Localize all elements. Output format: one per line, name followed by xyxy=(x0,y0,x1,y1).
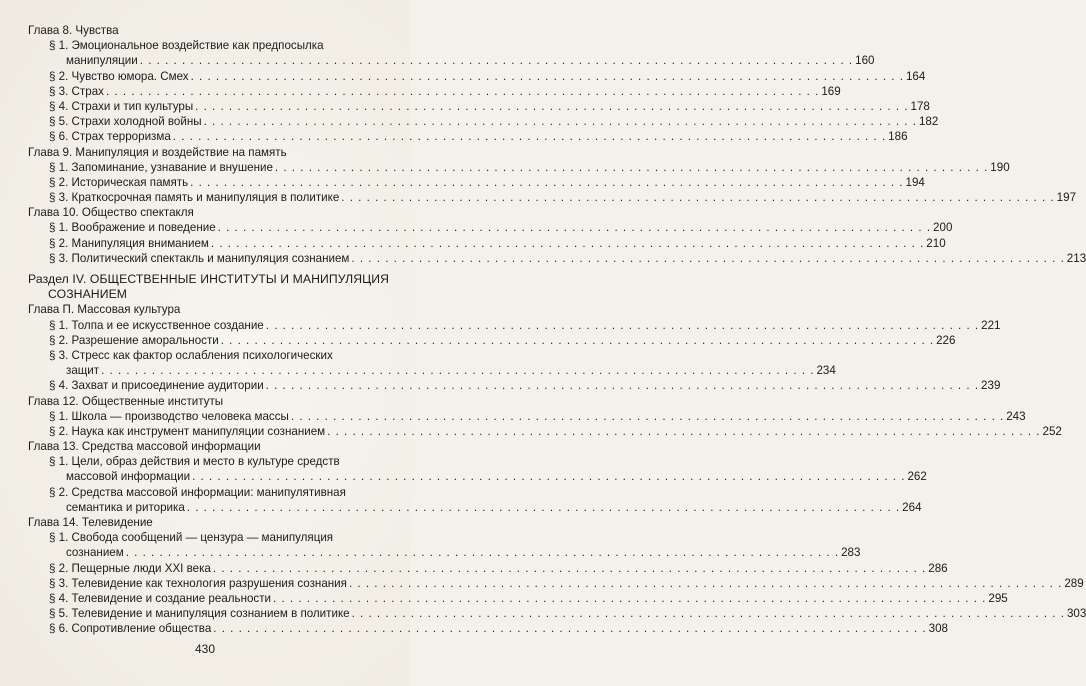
toc-entry-page: 243 xyxy=(1006,409,1026,423)
dot-leader xyxy=(351,251,1064,266)
toc-entry-title: § 1. Толпа и ее искусственное создание xyxy=(49,318,264,332)
dot-leader xyxy=(327,424,1040,439)
toc-entry-page: 221 xyxy=(981,318,1001,332)
toc-entry-page: 186 xyxy=(888,130,908,144)
toc-entry xyxy=(28,561,948,576)
dot-leader xyxy=(341,190,1054,205)
toc-entry xyxy=(28,53,875,68)
dot-leader xyxy=(192,469,905,484)
toc-entry xyxy=(28,114,939,129)
dot-leader xyxy=(191,69,904,84)
chapter-heading: Глава 12. Общественные институты xyxy=(28,394,224,408)
toc-entry xyxy=(28,500,922,515)
toc-entry-title: семантика и риторика xyxy=(66,500,185,514)
toc-entry-title: § 2. Средства массовой информации: манипулятивная xyxy=(49,485,346,499)
toc-entry xyxy=(28,333,956,348)
toc-entry-page: 169 xyxy=(821,84,841,98)
chapter-heading: Глава 9. Манипуляция и воздействие на память xyxy=(28,145,287,159)
toc-entry-title: § 6. Сопротивление общества xyxy=(49,622,212,636)
chapter-heading: Глава 10. Общество спектакля xyxy=(28,206,194,220)
toc-entry xyxy=(28,576,1084,591)
toc-entry xyxy=(28,220,953,235)
toc-entry xyxy=(28,129,908,144)
toc-entry-page: 239 xyxy=(981,379,1001,393)
toc-entry xyxy=(28,190,1077,205)
toc-entry-page: 226 xyxy=(936,333,956,347)
toc-entry-title: § 3. Телевидение как технология разрушения сознания xyxy=(49,576,347,590)
toc-entry-title: § 3. Стресс как фактор ослабления психологических xyxy=(49,348,333,362)
toc-entry-title: § 2. Пещерные люди XXI века xyxy=(49,561,211,575)
toc-entry-page: 182 xyxy=(918,115,939,129)
toc-entry xyxy=(28,318,1001,333)
toc-entry-title: § 3. Краткосрочная память и манипуляция в политике xyxy=(49,191,340,205)
toc-entry-title: § 3. Политический спектакль и манипуляция сознанием xyxy=(49,251,350,265)
toc-entry xyxy=(28,469,927,484)
toc-entry-title: § 3. Страх xyxy=(49,84,104,98)
toc-entry-page: 295 xyxy=(988,591,1008,605)
toc-entry-page: 160 xyxy=(855,54,875,68)
toc-entry xyxy=(28,348,386,363)
toc-entry-page: 286 xyxy=(928,561,948,575)
toc-entry-title: § 1. Свобода сообщений — цензура — манипуляция xyxy=(49,531,334,545)
toc-entry-title: § 1. Школа — производство человека массы xyxy=(49,409,289,423)
toc-entry-title: § 2. Наука как инструмент манипуляции сознанием xyxy=(49,424,326,438)
toc-entry-title: § 1. Эмоциональное воздействие как предпосылка xyxy=(49,39,324,53)
toc-entry-title: § 4. Захват и присоединение аудитории xyxy=(49,379,264,393)
dot-leader xyxy=(266,318,979,333)
toc-entry-page: 190 xyxy=(990,160,1010,174)
toc-entry xyxy=(28,424,1062,439)
dot-leader xyxy=(352,606,1065,621)
toc-entry-page: 252 xyxy=(1042,424,1062,438)
toc-entry-title: § 1. Цели, образ действия и место в культуре средств xyxy=(49,455,340,469)
dot-leader xyxy=(211,236,924,251)
toc-entry-page: 200 xyxy=(933,221,953,235)
toc-entry-page: 194 xyxy=(905,175,925,189)
toc-entry-title: § 4. Страхи и тип культуры xyxy=(49,99,194,113)
toc-entry xyxy=(28,363,836,378)
dot-leader xyxy=(291,409,1004,424)
toc-entry-title: § 1. Воображение и поведение xyxy=(49,221,216,235)
dot-leader xyxy=(195,99,908,114)
dot-leader xyxy=(126,545,839,560)
part-heading: СОЗНАНИЕМ xyxy=(48,287,128,302)
toc-entry xyxy=(28,606,1086,621)
toc-entry xyxy=(28,530,386,545)
dot-leader xyxy=(173,129,886,144)
page-number: 430 xyxy=(194,642,216,656)
toc-entry xyxy=(28,99,930,114)
dot-leader xyxy=(106,84,819,99)
toc-entry-page: 197 xyxy=(1056,191,1077,205)
toc-entry-title: § 2. Разрешение аморальности xyxy=(49,333,219,347)
toc-entry-title: § 4. Телевидение и создание реальности xyxy=(49,591,272,605)
chapter-heading: Глава 8. Чувства xyxy=(28,24,119,37)
toc-entry xyxy=(28,251,1086,266)
toc-entry xyxy=(28,175,925,190)
toc-entry xyxy=(28,545,861,560)
toc-entry xyxy=(28,485,386,500)
toc-entry xyxy=(28,591,1008,606)
toc-entry-page: 264 xyxy=(902,500,922,514)
dot-leader xyxy=(213,561,926,576)
toc-entry-page: 213 xyxy=(1066,251,1086,265)
dot-leader xyxy=(140,53,853,68)
toc-entry xyxy=(28,378,1001,393)
dot-leader xyxy=(204,114,917,129)
toc-entry xyxy=(28,454,386,469)
toc-entry xyxy=(28,409,1026,424)
toc-entry xyxy=(28,236,946,251)
chapter-heading: Глава 14. Телевидение xyxy=(28,516,153,529)
toc-entry xyxy=(28,621,948,636)
toc-entry xyxy=(28,69,926,84)
dot-leader xyxy=(273,591,986,606)
toc-entry-page: 234 xyxy=(816,364,836,378)
toc-entry-title: массовой информации xyxy=(66,470,191,484)
dot-leader xyxy=(213,621,926,636)
toc-entry-title: § 2. Историческая память xyxy=(49,175,189,189)
dot-leader xyxy=(101,363,814,378)
dot-leader xyxy=(349,576,1062,591)
dot-leader xyxy=(187,500,900,515)
table-of-contents xyxy=(28,23,1086,637)
toc-entry-page: 164 xyxy=(905,69,926,83)
toc-entry-title: § 2. Чувство юмора. Смех xyxy=(49,69,189,83)
toc-entry xyxy=(28,84,841,99)
toc-entry-title: § 2. Манипуляция вниманием xyxy=(49,236,209,250)
toc-entry-title: § 1. Запоминание, узнавание и внушение xyxy=(49,160,273,174)
toc-entry-title: манипуляции xyxy=(66,54,138,68)
toc-entry-page: 178 xyxy=(910,99,930,113)
dot-leader xyxy=(221,333,934,348)
dot-leader xyxy=(266,378,979,393)
toc-entry xyxy=(28,160,1010,175)
toc-entry-title: § 6. Страх терроризма xyxy=(49,130,171,144)
toc-entry-page: 289 xyxy=(1064,576,1084,590)
dot-leader xyxy=(275,160,988,175)
toc-entry-title: § 5. Телевидение и манипуляция сознанием в политике xyxy=(49,607,350,621)
chapter-heading: Глава 13. Средства массовой информации xyxy=(28,440,261,454)
dot-leader xyxy=(190,175,903,190)
chapter-heading: Глава П. Массовая культура xyxy=(28,303,181,317)
toc-entry-page: 308 xyxy=(928,622,948,636)
toc-entry-title: § 5. Страхи холодной войны xyxy=(49,115,202,129)
dot-leader xyxy=(218,220,931,235)
toc-entry-page: 262 xyxy=(907,470,927,484)
toc-entry xyxy=(28,38,386,53)
toc-entry-title: защит xyxy=(66,364,100,378)
part-heading: Раздел IV. ОБЩЕСТВЕННЫЕ ИНСТИТУТЫ И МАНИПУЛЯЦИЯ xyxy=(28,272,390,286)
toc-entry-page: 303 xyxy=(1066,607,1086,621)
toc-entry-page: 283 xyxy=(841,546,861,560)
toc-entry-page: 210 xyxy=(926,236,946,250)
toc-entry-title: сознанием xyxy=(66,546,124,560)
